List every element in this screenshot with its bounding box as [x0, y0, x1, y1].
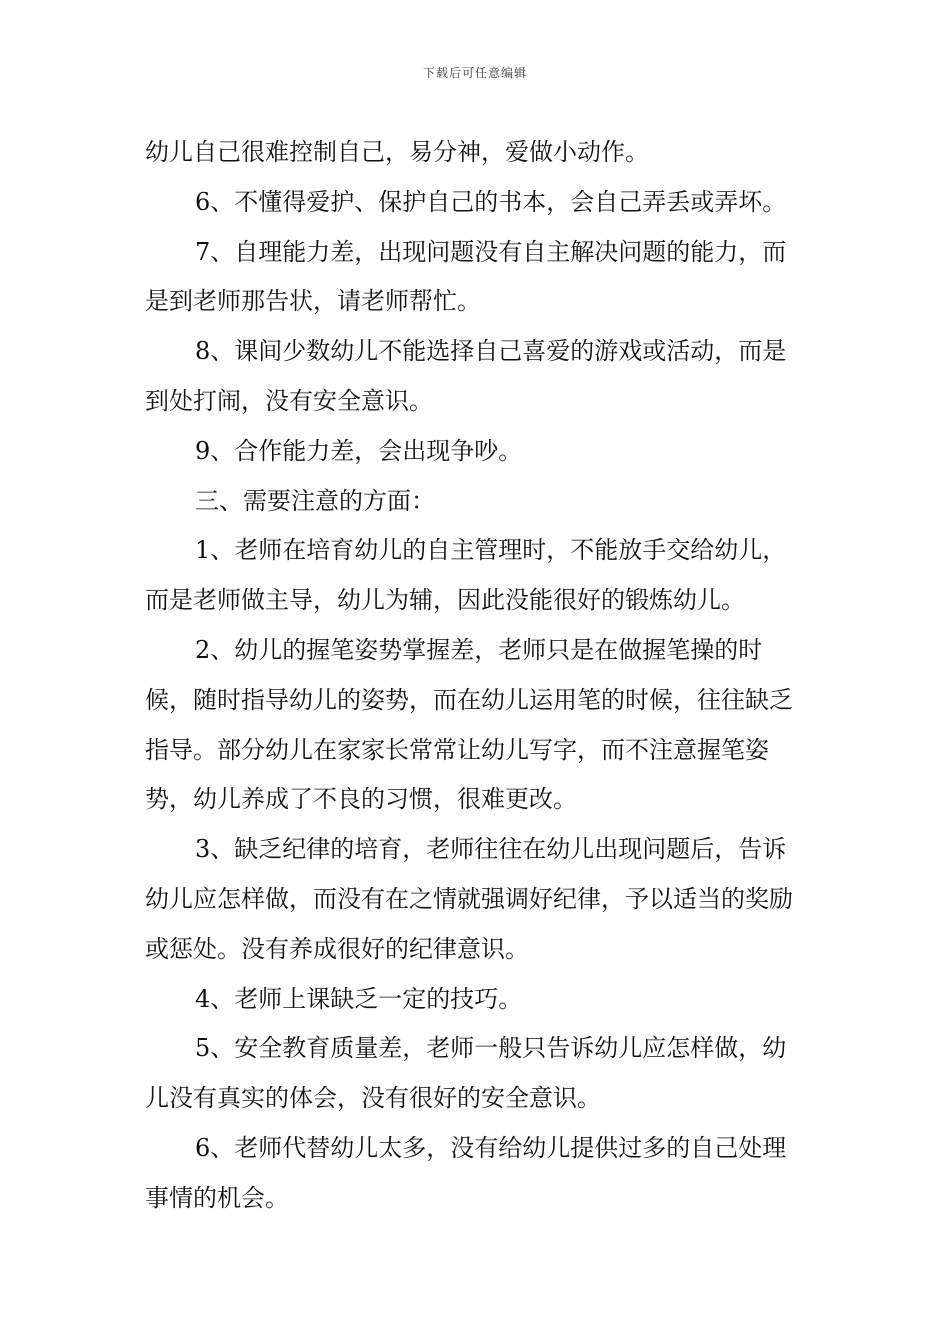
document-body	[145, 128, 810, 1224]
paragraph-note-5: 5、安全教育质量差，老师一般只告诉幼儿应怎样做，幼儿没有真实的体会，没有很好的安全意识。	[145, 1034, 787, 1113]
paragraph-item-9: 9、合作能力差，会出现争吵。	[195, 436, 523, 465]
page-header: 下载后可任意编辑	[422, 66, 527, 80]
paragraph-note-6: 6、老师代替幼儿太多，没有给幼儿提供过多的自己处理事情的机会。	[145, 1133, 787, 1212]
paragraph-item-6: 6、不懂得爱护、保护自己的书本，会自己弄丢或弄坏。	[195, 187, 787, 216]
paragraph-note-1: 1、老师在培育幼儿的自主管理时，不能放手交给幼儿，而是老师做主导，幼儿为辅，因此没能很好的锻炼幼儿。	[145, 536, 787, 615]
paragraph-note-2: 2、幼儿的握笔姿势掌握差，老师只是在做握笔操的时候，随时指导幼儿的姿势，而在幼儿运用笔的时候，往往缺乏指导。部分幼儿在家家长常常让幼儿写字，而不注意握笔姿势，幼儿养成了不良的习惯，很难更改。	[145, 635, 793, 814]
paragraph-continuation: 幼儿自己很难控制自己，易分神，爱做小动作。	[145, 138, 649, 166]
paragraph-item-7: 7、自理能力差，出现问题没有自主解决问题的能力，而是到老师那告状，请老师帮忙。	[145, 237, 787, 316]
paragraph-note-3: 3、缺乏纪律的培育，老师往往在幼儿出现问题后，告诉幼儿应怎样做，而没有在之情就强调好纪律，予以适当的奖励或惩处。没有养成很好的纪律意识。	[145, 835, 793, 963]
paragraph-item-8: 8、课间少数幼儿不能选择自己喜爱的游戏或活动，而是到处打闹，没有安全意识。	[145, 337, 787, 415]
paragraph-note-4: 4、老师上课缺乏一定的技巧。	[195, 984, 523, 1013]
section-heading-3: 三、需要注意的方面：	[195, 486, 435, 515]
